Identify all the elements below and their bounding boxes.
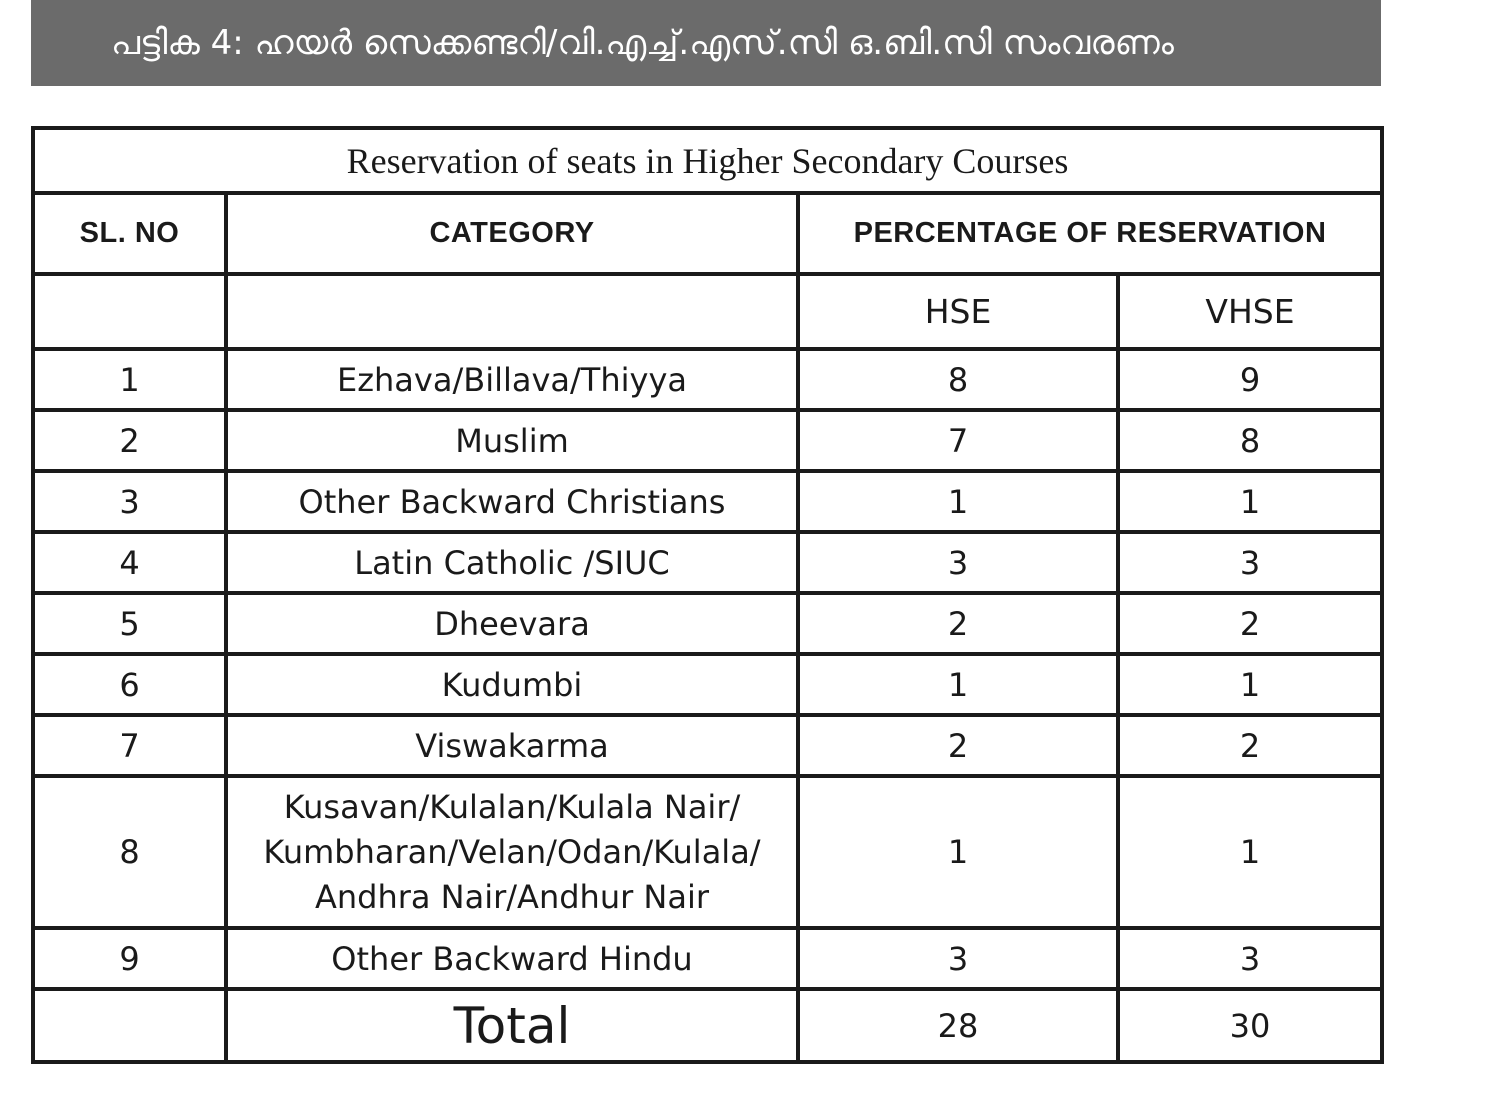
cell-hse: 2	[798, 715, 1118, 776]
reservation-table	[31, 126, 1384, 1064]
table-row	[33, 654, 1382, 715]
cell-category: Kudumbi	[226, 654, 798, 715]
cell-hse: 1	[798, 776, 1118, 928]
table-header-row	[33, 193, 1382, 274]
total-row	[33, 989, 1382, 1062]
cell-hse: 7	[798, 410, 1118, 471]
cell-hse: 8	[798, 349, 1118, 410]
table-row	[33, 715, 1382, 776]
cell-vhse: 3	[1118, 928, 1382, 989]
table-row	[33, 776, 1382, 928]
cell-hse: 1	[798, 654, 1118, 715]
header-sl-no: SL. NO	[33, 193, 226, 274]
table-row	[33, 349, 1382, 410]
page-title: പട്ടിക 4: ഹയർ സെക്കണ്ടറി/വി.എച്ച്.എസ്.സി ഒ.ബി.സി സംവരണം	[111, 23, 1174, 63]
cell-hse: 3	[798, 928, 1118, 989]
cell-sl: 9	[33, 928, 226, 989]
cell-hse: 2	[798, 593, 1118, 654]
cell-sl: 4	[33, 532, 226, 593]
cell-sl: 2	[33, 410, 226, 471]
cell-category	[226, 776, 798, 928]
cell-vhse: 8	[1118, 410, 1382, 471]
cell-vhse: 1	[1118, 654, 1382, 715]
subheader-hse: HSE	[798, 274, 1118, 349]
table-subheader-row	[33, 274, 1382, 349]
cell-category: Dheevara	[226, 593, 798, 654]
cell-vhse: 9	[1118, 349, 1382, 410]
cell-category: Muslim	[226, 410, 798, 471]
page-title-banner	[31, 0, 1381, 86]
table-caption-row	[33, 128, 1382, 193]
table-row	[33, 410, 1382, 471]
cell-sl: 1	[33, 349, 226, 410]
subheader-empty-category	[226, 274, 798, 349]
header-percentage: PERCENTAGE OF RESERVATION	[798, 193, 1382, 274]
cell-sl: 6	[33, 654, 226, 715]
table-caption: Reservation of seats in Higher Secondary Courses	[33, 128, 1382, 193]
cell-category: Latin Catholic /SIUC	[226, 532, 798, 593]
total-empty-sl	[33, 989, 226, 1062]
cell-category: Other Backward Christians	[226, 471, 798, 532]
cell-category: Ezhava/Billava/Thiyya	[226, 349, 798, 410]
header-category: CATEGORY	[226, 193, 798, 274]
cell-sl: 5	[33, 593, 226, 654]
cell-sl: 8	[33, 776, 226, 928]
category-line: Kusavan/Kulalan/Kulala Nair/	[283, 787, 741, 826]
cell-category: Other Backward Hindu	[226, 928, 798, 989]
table-row	[33, 593, 1382, 654]
cell-vhse: 2	[1118, 593, 1382, 654]
cell-hse: 1	[798, 471, 1118, 532]
cell-vhse: 1	[1118, 776, 1382, 928]
cell-category: Viswakarma	[226, 715, 798, 776]
cell-vhse: 3	[1118, 532, 1382, 593]
cell-sl: 3	[33, 471, 226, 532]
subheader-vhse: VHSE	[1118, 274, 1382, 349]
table-row	[33, 471, 1382, 532]
category-line: Kumbharan/Velan/Odan/Kulala/	[263, 832, 761, 871]
cell-hse: 3	[798, 532, 1118, 593]
total-vhse: 30	[1118, 989, 1382, 1062]
total-label: Total	[226, 989, 798, 1062]
total-hse: 28	[798, 989, 1118, 1062]
table-row	[33, 928, 1382, 989]
cell-vhse: 1	[1118, 471, 1382, 532]
category-line: Andhra Nair/Andhur Nair	[314, 877, 710, 916]
subheader-empty-sl	[33, 274, 226, 349]
cell-vhse: 2	[1118, 715, 1382, 776]
table-row	[33, 532, 1382, 593]
cell-sl: 7	[33, 715, 226, 776]
